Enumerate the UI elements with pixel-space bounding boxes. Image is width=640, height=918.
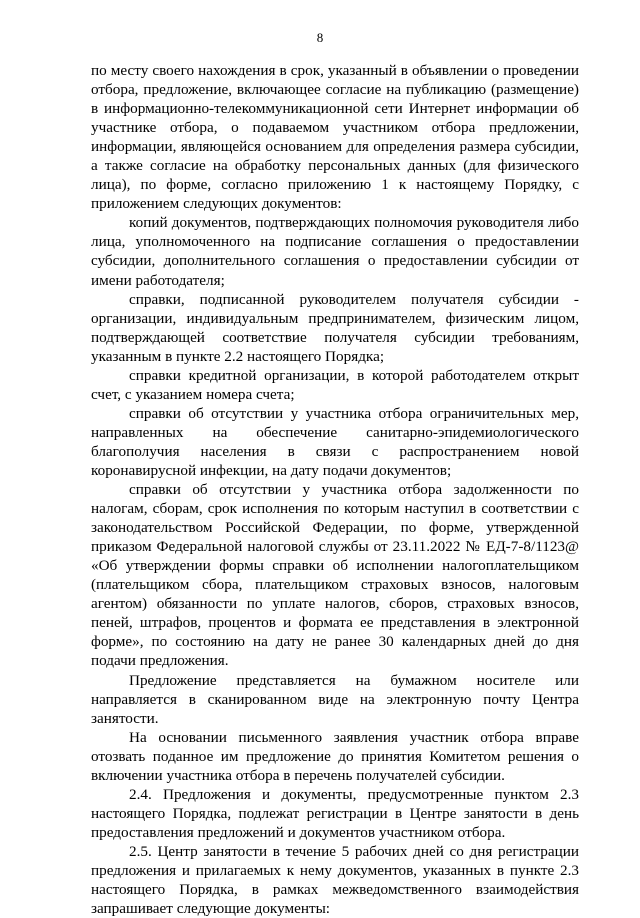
paragraph-submission-method: Предложение представляется на бумажном носителе или направляется в сканированном виде на электронную почту Центра занятости. bbox=[91, 671, 579, 727]
paragraph-bank-certificate: справки кредитной организации, в которой работодателем открыт счет, с указанием номера счета; bbox=[91, 366, 579, 403]
paragraph-restrictions-certificate: справки об отсутствии у участника отбора ограничительных мер, направленных на обеспечение санитарно-эпидемиологического благополучия населения в связи с распространением новой коронавирусной инфекции, на дату подачи документов; bbox=[91, 404, 579, 479]
page-number: 8 bbox=[316, 30, 324, 45]
paragraph-section-2-5: 2.5. Центр занятости в течение 5 рабочих дней со дня регистрации предложения и прилагаемых к нему документов, указанных в пункте 2.3 настоящего Порядка, в рамках межведомственного взаимодействия запрашивает следующие документы: bbox=[91, 842, 579, 918]
paragraph-authority-documents: копий документов, подтверждающих полномочия руководителя либо лица, уполномоченного на подписание соглашения о предоставлении субсидии, дополнительного соглашения о предоставлении субсидии от имени работодателя; bbox=[91, 214, 579, 289]
paragraph-section-2-4: 2.4. Предложения и документы, предусмотренные пунктом 2.3 настоящего Порядка, подлежат регистрации в Центре занятости в день предоставления предложений и документов участником отбора. bbox=[91, 785, 579, 841]
document-body bbox=[91, 61, 579, 918]
paragraph-compliance-certificate: справки, подписанной руководителем получателя субсидии - организации, индивидуальным предпринимателем, физическим лицом, подтверждающей соответствие получателя субсидии требованиям, указанным в пункте 2.2 настоящего Порядка; bbox=[91, 290, 579, 365]
paragraph-withdrawal: На основании письменного заявления участник отбора вправе отозвать поданное им предложение до принятия Комитетом решения о включении участника отбора в перечень получателей субсидии. bbox=[91, 728, 579, 784]
paragraph-tax-certificate: справки об отсутствии у участника отбора задолженности по налогам, сборам, срок исполнения по которым наступил в соответствии с законодательством Российской Федерации, по форме, утвержденной приказом Федеральной налоговой службы от 23.11.2022 № ЕД-7-8/1123@ «Об утверждении формы справки об исполнении налогоплательщиком (плательщиком сбора, плательщиком страховых взносов, налоговым агентом) обязанности по уплате налогов, сборов, страховых взносов, пеней, штрафов, процентов и формата ее представления в электронной форме», по состоянию на дату не ранее 30 календарных дней до дня подачи предложения. bbox=[91, 481, 579, 670]
paragraph-continuation: по месту своего нахождения в срок, указанный в объявлении о проведении отбора, предложение, включающее согласие на публикацию (размещение) в информационно-телекоммуникационной сети Интернет информации об участнике отбора, о подаваемом участником отбора предложении, информации, являющейся основанием для определения размера субсидии, а также согласие на обработку персональных данных (для физического лица), по форме, согласно приложению 1 к настоящему Порядку, с приложением следующих документов: bbox=[91, 62, 579, 213]
